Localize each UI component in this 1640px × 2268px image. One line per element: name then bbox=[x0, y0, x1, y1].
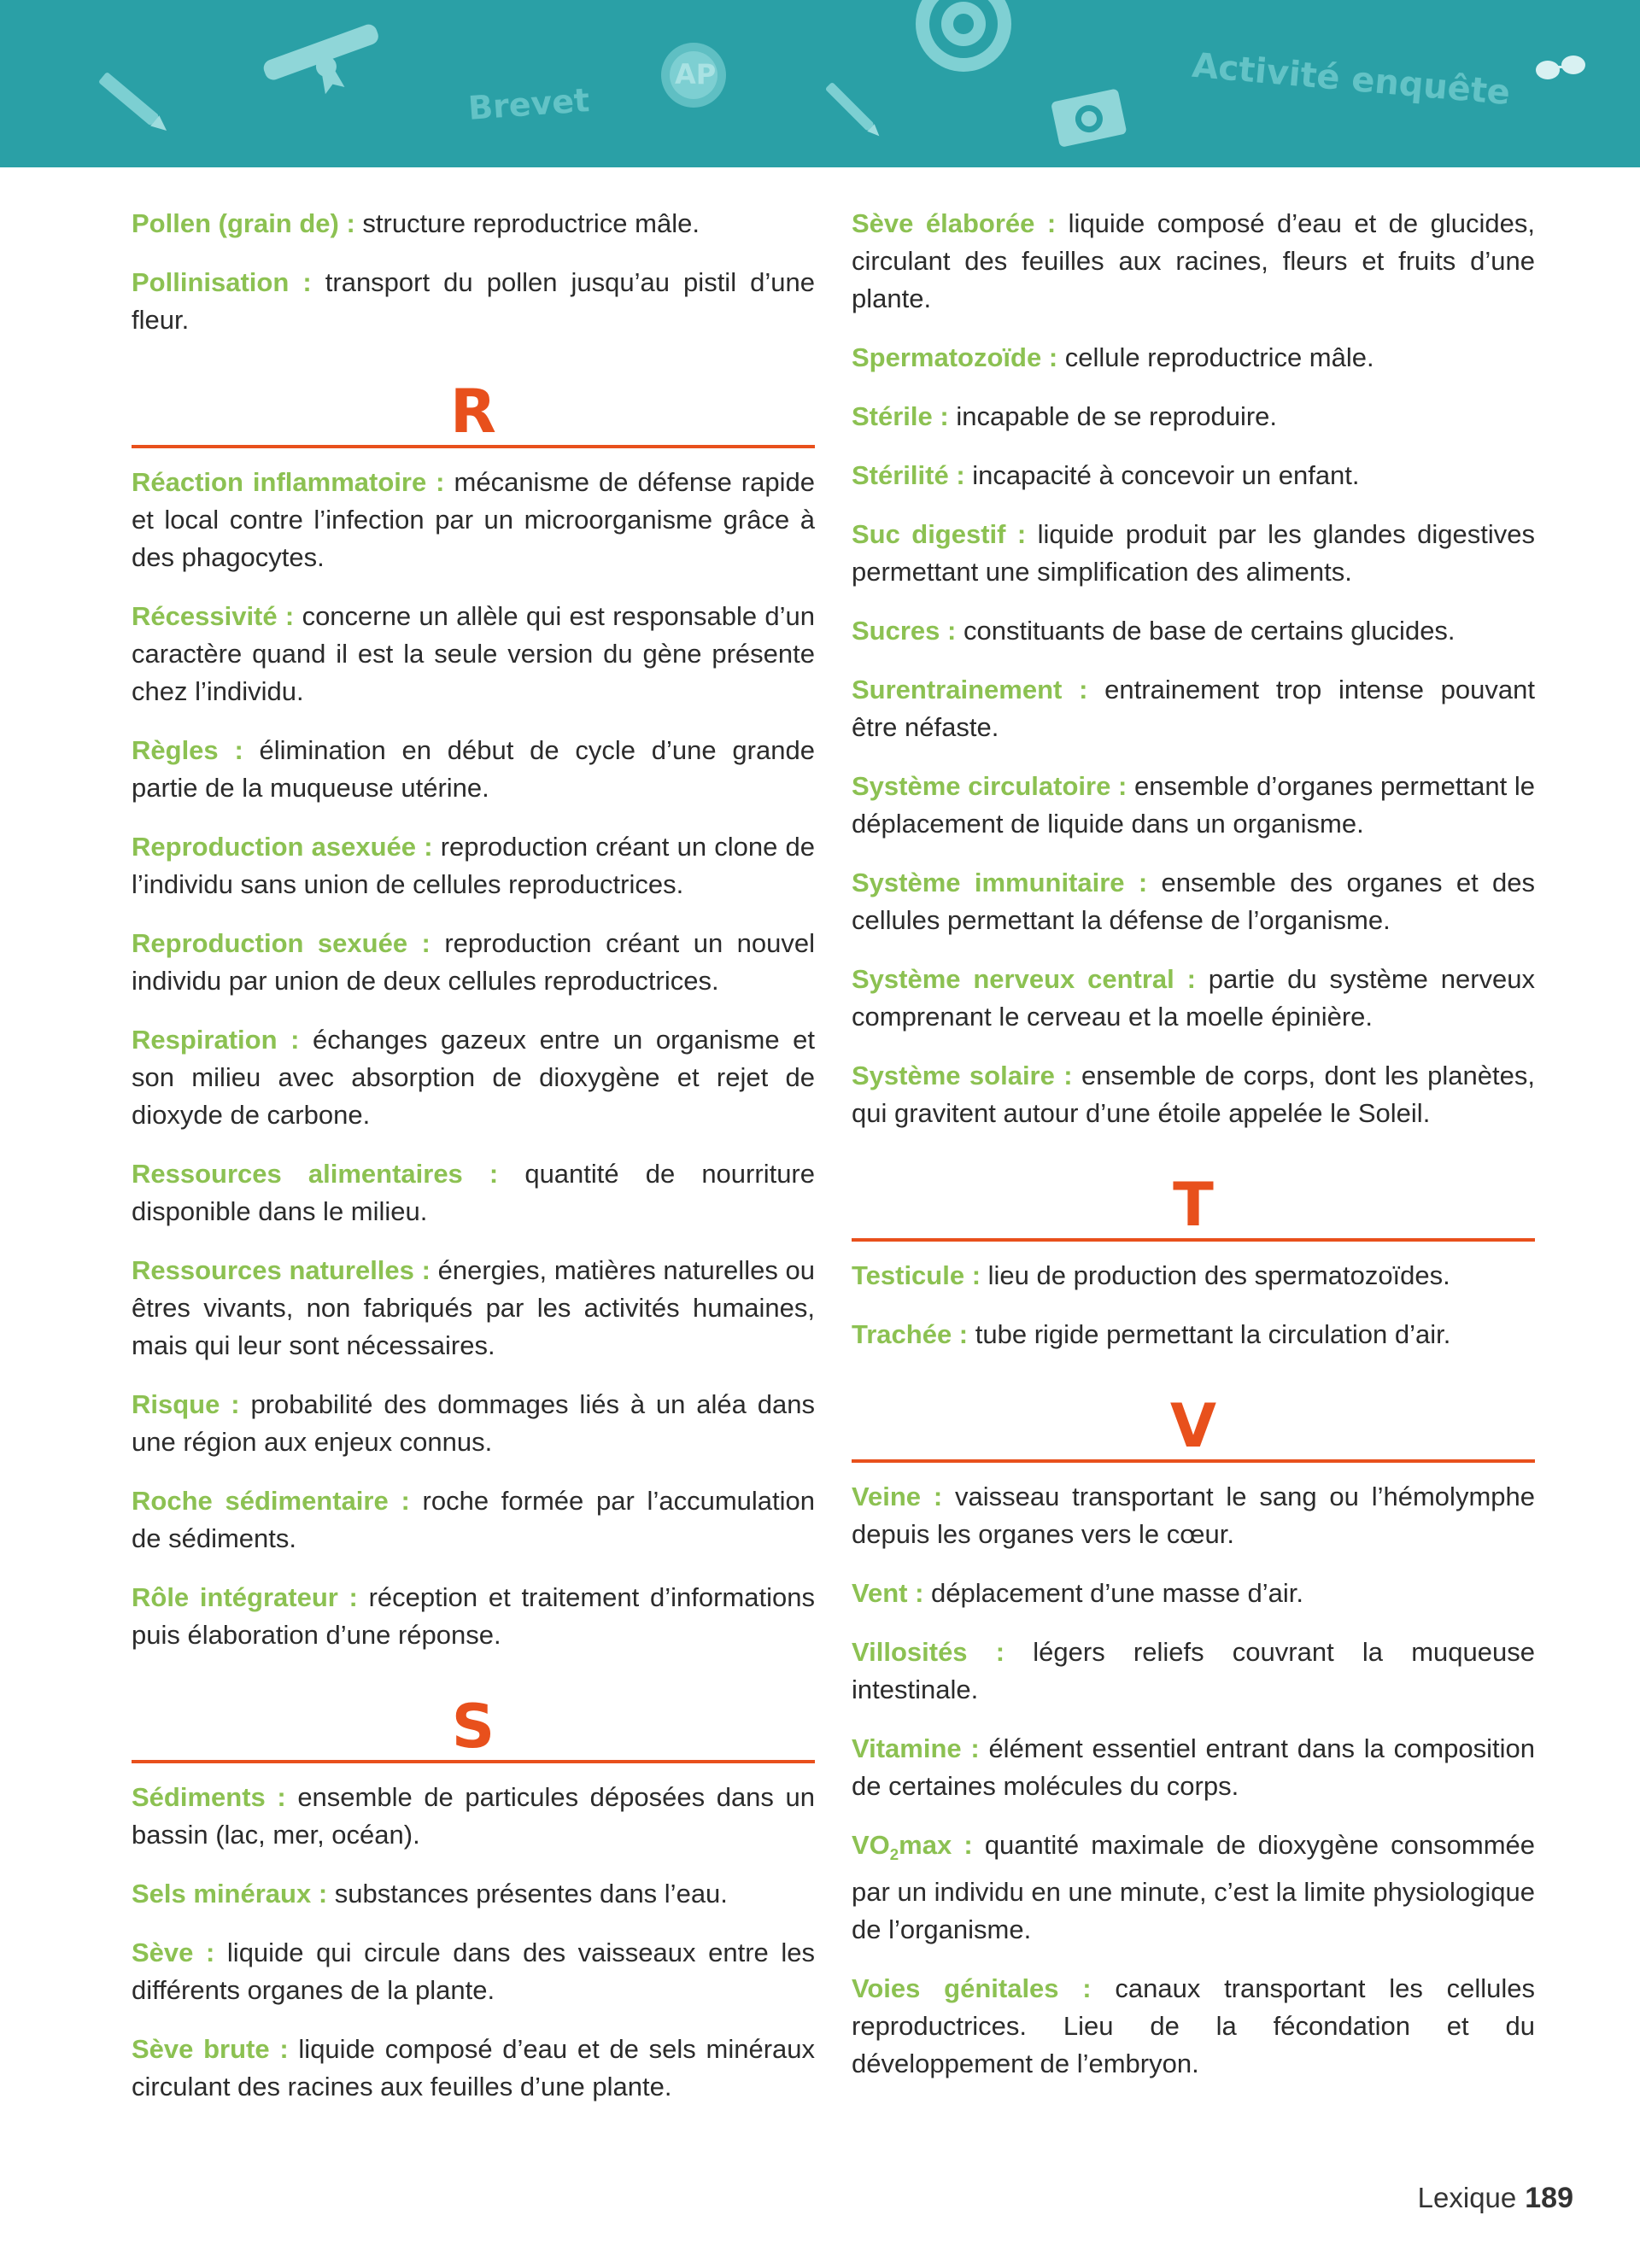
glossary-entry bbox=[132, 1779, 815, 1854]
diploma-icon bbox=[261, 22, 391, 111]
glossary-entry bbox=[132, 1579, 815, 1654]
glossary-definition: élimination en début de cycle d’une grande partie de la muqueuse utérine. bbox=[132, 735, 815, 803]
glossary-term: Reproduction sexuée : bbox=[132, 928, 430, 958]
glossary-definition: cellule reproductrice mâle. bbox=[1064, 342, 1374, 372]
glossary-term: Surentrainement : bbox=[852, 675, 1088, 704]
glossary-definition: légers reliefs couvrant la muqueuse intestinale. bbox=[852, 1637, 1535, 1704]
glossary-definition: partie du système nerveux comprenant le cerveau et la moelle épinière. bbox=[852, 964, 1535, 1032]
glossary-entry bbox=[132, 598, 815, 710]
pencil-icon bbox=[825, 82, 883, 140]
glossary-definition: déplacement d’une masse d’air. bbox=[931, 1578, 1304, 1608]
glossary-definition: entrainement trop intense pouvant être néfaste. bbox=[852, 675, 1536, 742]
ap-label: AP bbox=[675, 58, 717, 91]
glossary-entry bbox=[852, 339, 1535, 377]
left-column bbox=[132, 205, 815, 2127]
glossary-entry bbox=[852, 1478, 1535, 1553]
glossary-term: Risque : bbox=[132, 1389, 240, 1419]
glossary-entry bbox=[852, 768, 1535, 843]
glossary-definition: liquide composé d’eau et de glucides, circulant des feuilles aux racines, fleurs et fruits d’une plante. bbox=[852, 208, 1535, 313]
glossary-entry bbox=[852, 1257, 1535, 1295]
glossary-term: Sève élaborée : bbox=[852, 208, 1057, 238]
glossary-term: Spermatozoïde : bbox=[852, 342, 1058, 372]
glossary-term: Pollen (grain de) : bbox=[132, 208, 355, 238]
glossary-entry bbox=[132, 205, 815, 243]
glossary-entry bbox=[852, 516, 1535, 591]
glossary-term: Système nerveux central : bbox=[852, 964, 1196, 994]
glossary-entry bbox=[132, 1934, 815, 2009]
glossary-entry bbox=[132, 1021, 815, 1134]
glossary-definition: ensemble de particules déposées dans un bassin (lac, mer, océan). bbox=[132, 1782, 816, 1850]
glossary-term: Récessivité : bbox=[132, 601, 295, 631]
glossary-term: Sève : bbox=[132, 1938, 215, 1967]
glossary-term: Rôle intégrateur : bbox=[132, 1582, 358, 1612]
glossary-term: Stérile : bbox=[852, 401, 949, 431]
brevet-label: Brevet bbox=[466, 81, 591, 127]
glossary-entry bbox=[852, 1575, 1535, 1612]
glossary-definition: reproduction créant un nouvel individu par union de deux cellules reproductrices. bbox=[132, 928, 815, 996]
glossary-entry bbox=[132, 732, 815, 807]
glossary-term: Réaction inflammatoire : bbox=[132, 467, 445, 497]
glossary-term: Vitamine : bbox=[852, 1733, 980, 1763]
glossary-entry bbox=[852, 457, 1535, 494]
glossary-term: Sucres : bbox=[852, 616, 957, 646]
glossary-definition: lieu de production des spermatozoïdes. bbox=[987, 1260, 1450, 1290]
glossary-entry bbox=[852, 1730, 1535, 1805]
glossary-definition: élément essentiel entrant dans la composition de certaines molécules du corps. bbox=[852, 1733, 1535, 1801]
glossary-entry bbox=[132, 2031, 815, 2106]
glossary-entry bbox=[852, 1634, 1535, 1709]
section-letter-r: R bbox=[132, 380, 815, 448]
glossary-term: Système circulatoire : bbox=[852, 771, 1128, 801]
glossary-term: Reproduction asexuée : bbox=[132, 832, 433, 862]
glossary-term bbox=[852, 1830, 973, 1864]
glossary-entry bbox=[852, 671, 1535, 746]
glossary-entry bbox=[132, 264, 815, 339]
glossary-term: Trachée : bbox=[852, 1319, 969, 1349]
glossary-term: Système solaire : bbox=[852, 1061, 1073, 1090]
glossary-definition: quantité de nourriture disponible dans le milieu. bbox=[132, 1159, 815, 1226]
glossary-definition: énergies, matières naturelles ou êtres vivants, non fabriqués par les activités humaines, mais qui leur sont nécessaires. bbox=[132, 1255, 815, 1360]
glossary-definition: quantité maximale de dioxygène consommée par un individu en une minute, c’est la limite physiologique de l’organisme. bbox=[852, 1830, 1536, 1945]
glossary-entry bbox=[132, 1482, 815, 1558]
glossary-entry bbox=[852, 1827, 1535, 1949]
glossary-entry bbox=[852, 205, 1535, 318]
glossary-term: Système immunitaire : bbox=[852, 868, 1148, 897]
glossary-definition: ensemble des organes et des cellules permettant la défense de l’organisme. bbox=[852, 868, 1535, 935]
glossary-term: Pollinisation : bbox=[132, 267, 312, 297]
section-letter-s: S bbox=[132, 1695, 815, 1763]
glossary-definition: ensemble d’organes permettant le déplacement de liquide dans un organisme. bbox=[852, 771, 1535, 839]
glossary-definition: liquide produit par les glandes digestives permettant une simplification des aliments. bbox=[852, 519, 1535, 587]
term-vo-part: VO bbox=[852, 1830, 890, 1860]
glossary-definition: liquide composé d’eau et de sels minéraux circulant des racines aux feuilles d’une plante. bbox=[132, 2034, 815, 2101]
glossary-entry bbox=[132, 1252, 815, 1365]
glossary-term: Ressources alimentaires : bbox=[132, 1159, 499, 1189]
glossary-term: Villosités : bbox=[852, 1637, 1005, 1667]
glossary-entry bbox=[852, 961, 1535, 1036]
glossary-term: Ressources naturelles : bbox=[132, 1255, 430, 1285]
glossary-term: Roche sédimentaire : bbox=[132, 1486, 410, 1516]
glossary-definition: mécanisme de défense rapide et local contre l’infection par un microorganisme grâce à des phagocytes. bbox=[132, 467, 815, 572]
glossary-definition: incapacité à concevoir un enfant. bbox=[972, 460, 1360, 490]
glossary-term: Stérilité : bbox=[852, 460, 965, 490]
term-max-part: max : bbox=[899, 1830, 973, 1860]
term-subscript: 2 bbox=[889, 1845, 899, 1864]
glossary-term: Testicule : bbox=[852, 1260, 981, 1290]
glossary-entry bbox=[852, 398, 1535, 435]
glossary-term: Voies génitales : bbox=[852, 1973, 1092, 2004]
glossary-term: Respiration : bbox=[132, 1025, 300, 1055]
glossary-definition: vaisseau transportant le sang ou l’hémolymphe depuis les organes vers le cœur. bbox=[852, 1482, 1535, 1549]
section-letter-t: T bbox=[852, 1173, 1535, 1242]
glossary-definition: constituants de base de certains glucides. bbox=[963, 616, 1456, 646]
activite-enquete-label: Activité enquête bbox=[1190, 45, 1512, 114]
camera-icon bbox=[1051, 88, 1127, 147]
glossary-definition: transport du pollen jusqu’au pistil d’une fleur. bbox=[132, 267, 815, 335]
glossary-definition: structure reproductrice mâle. bbox=[362, 208, 700, 238]
glossary-entry bbox=[132, 925, 815, 1000]
glossary-definition: canaux transportant les cellules reproductrices. Lieu de la fécondation et du développement de l’embryon. bbox=[852, 1973, 1535, 2079]
glossary-term: Vent : bbox=[852, 1578, 924, 1608]
glossary-definition: ensemble de corps, dont les planètes, qui gravitent autour d’une étoile appelée le Soleil. bbox=[852, 1061, 1535, 1128]
glossary-entry bbox=[132, 1386, 815, 1461]
glossary-definition: incapable de se reproduire. bbox=[956, 401, 1278, 431]
glossary-term: Sédiments : bbox=[132, 1782, 286, 1812]
glossary-definition: substances présentes dans l’eau. bbox=[334, 1879, 728, 1909]
glossary-term: Sels minéraux : bbox=[132, 1879, 328, 1909]
glossary-entry bbox=[852, 612, 1535, 650]
right-column bbox=[852, 205, 1535, 2104]
glossary-entry bbox=[132, 828, 815, 903]
glossary-term: Veine : bbox=[852, 1482, 943, 1511]
page-footer bbox=[1418, 2182, 1573, 2215]
glossary-entry bbox=[852, 1970, 1535, 2083]
glasses-icon bbox=[1536, 56, 1585, 79]
glossary-term: Suc digestif : bbox=[852, 519, 1027, 549]
glossary-entry bbox=[132, 1875, 815, 1913]
glossary-term: Règles : bbox=[132, 735, 243, 765]
section-letter-v: V bbox=[852, 1394, 1535, 1463]
glossary-definition: probabilité des dommages liés à un aléa dans une région aux enjeux connus. bbox=[132, 1389, 815, 1457]
gear-icon bbox=[916, 0, 1011, 72]
footer-section: Lexique bbox=[1417, 2182, 1517, 2213]
glossary-entry bbox=[132, 464, 815, 576]
glossary-definition: concerne un allèle qui est responsable d’un caractère quand il est la seule version du gène présente chez l’individu. bbox=[132, 601, 815, 706]
page-number: 189 bbox=[1525, 2182, 1573, 2214]
glossary-entry bbox=[852, 864, 1535, 939]
glossary-definition: réception et traitement d’informations puis élaboration d’une réponse. bbox=[132, 1582, 815, 1650]
glossary-definition: échanges gazeux entre un organisme et son milieu avec absorption de dioxygène et rejet de dioxyde de carbone. bbox=[132, 1025, 816, 1130]
glossary-entry bbox=[132, 1155, 815, 1230]
glossary-definition: tube rigide permettant la circulation d’air. bbox=[975, 1319, 1451, 1349]
glossary-entry bbox=[852, 1316, 1535, 1353]
glossary-definition: roche formée par l’accumulation de sédiments. bbox=[132, 1486, 815, 1553]
header-banner bbox=[0, 0, 1640, 167]
glossary-entry bbox=[852, 1057, 1535, 1132]
glossary-term: Sève brute : bbox=[132, 2034, 289, 2064]
glossary-definition: liquide qui circule dans des vaisseaux entre les différents organes de la plante. bbox=[132, 1938, 815, 2005]
pencil-icon bbox=[98, 72, 171, 136]
glossary-definition: reproduction créant un clone de l’individu sans union de cellules reproductrices. bbox=[132, 832, 815, 899]
